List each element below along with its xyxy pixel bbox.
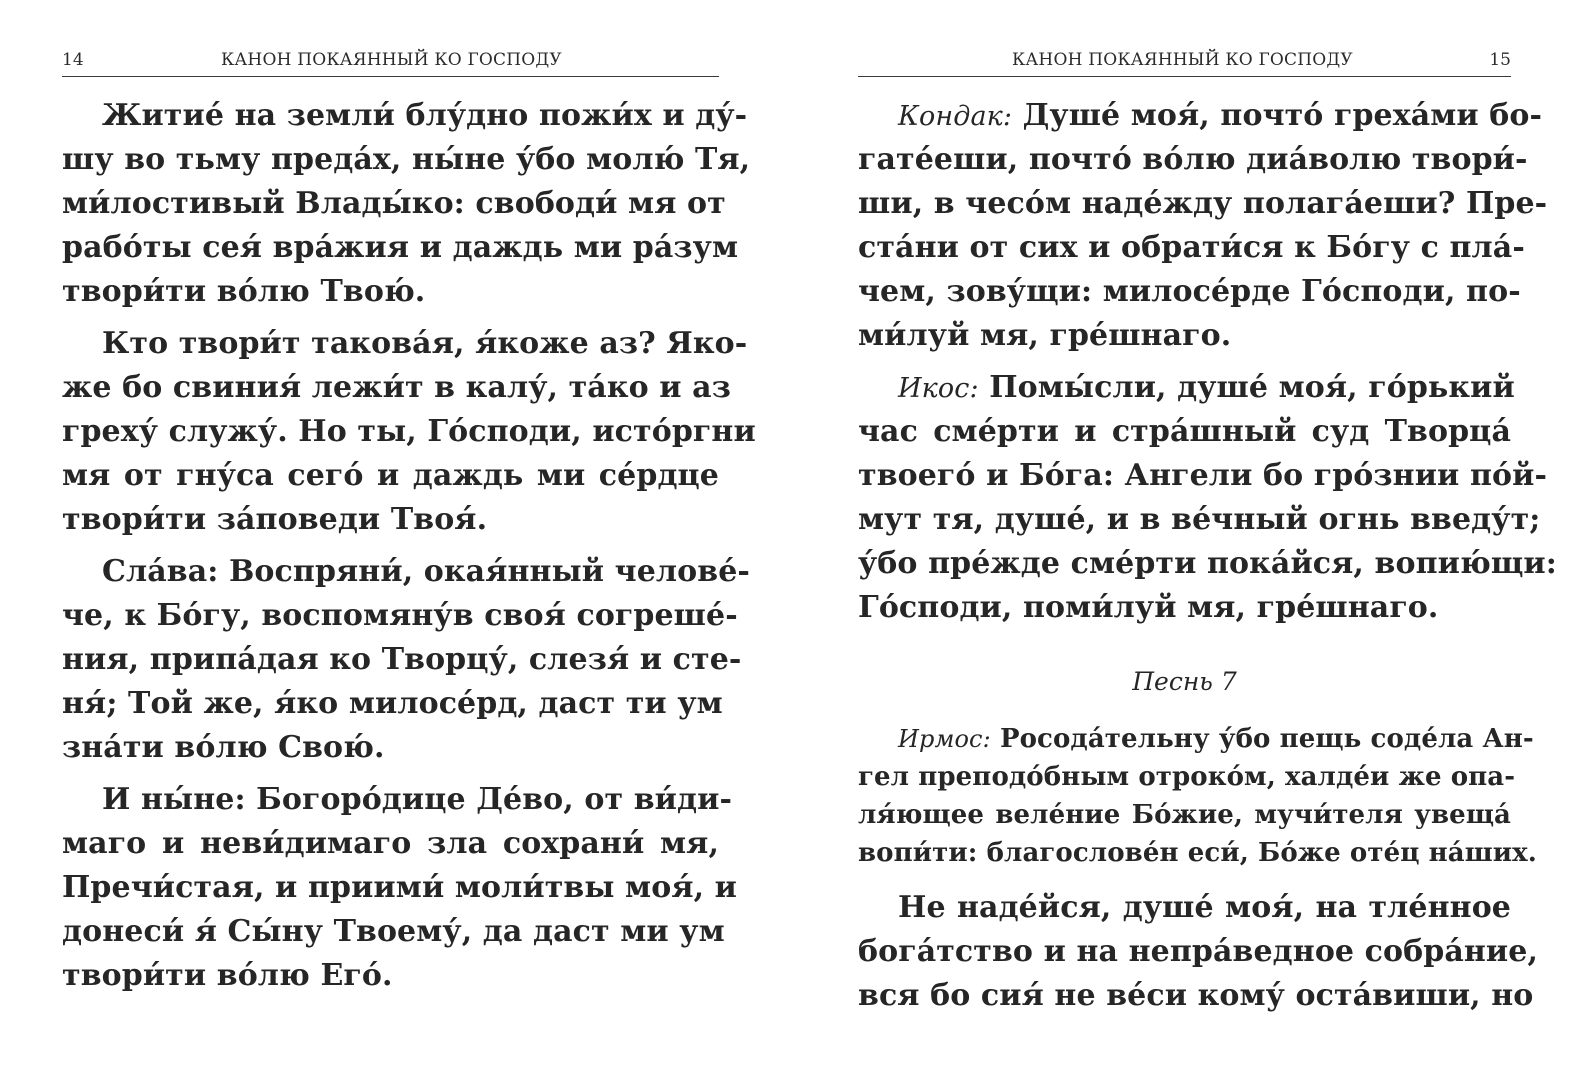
text-line: гате́еши, почто́ во́лю диа́волю твори́- (858, 142, 1528, 177)
text-line: гел преподо́бным отроко́м, халде́и же опа- (858, 762, 1516, 792)
left-running-title: КАНОН ПОКАЯННЫЙ КО ГОСПОДУ (221, 50, 562, 70)
paragraph-2 (62, 322, 756, 542)
text-line: Го́споди, поми́луй мя, гре́шнаго. (858, 590, 1439, 625)
text-line: че, к Бо́гу, воспомяну́в своя́ согреше́- (62, 598, 738, 633)
kondak-label: Кондак: (898, 101, 1013, 132)
text-line: ния, припа́дая ко Творцу́, слезя́ и сте- (62, 642, 742, 677)
text-line (858, 366, 1515, 410)
right-running-head (858, 46, 1511, 77)
ikos-label: Икос: (898, 373, 979, 404)
text-line: ля́ющее веле́ние Бо́жие, мучи́теля увеща́ (858, 800, 1511, 830)
text-line: мут тя, душе́, и в ве́чный огнь введу́т; (858, 502, 1541, 537)
kondak-first-line: Душе́ моя́, почто́ греха́ми бо- (1022, 98, 1543, 133)
text-line: шу во тьму преда́х, ны́не у́бо молю́ Тя, (62, 142, 751, 177)
troparion-paragraph (858, 886, 1539, 1018)
text-line: Житие́ на земли́ блу́дно пожи́х и ду́- (102, 98, 748, 133)
text-line: бога́тство и на непра́ведное собра́ние, (858, 934, 1539, 969)
text-line: ши, в чесо́м наде́жду полага́еши? Пре- (858, 186, 1548, 221)
paragraph-1 (62, 94, 751, 314)
text-line: греху́ служу́. Но ты, Го́споди, исто́ргни (62, 414, 756, 449)
text-line: маго и неви́димаго зла сохрани́ мя, (62, 826, 719, 861)
text-line: час сме́рти и стра́шный суд Творца́ (858, 414, 1511, 449)
text-line: Не наде́йся, душе́ моя́, на тле́нное (898, 890, 1511, 925)
left-running-head (62, 46, 719, 77)
text-line: ми́луй мя, гре́шнаго. (858, 318, 1232, 353)
text-line: ня́; Той же, я́ко милосе́рд, даст ти ум (62, 686, 723, 721)
text-line (858, 720, 1534, 758)
text-line: твоего́ и Бо́га: Ангели бо гро́знии по́й- (858, 458, 1548, 493)
right-running-title: КАНОН ПОКАЯННЫЙ КО ГОСПОДУ (1012, 50, 1353, 70)
text-line: зна́ти во́лю Свою́. (62, 730, 385, 765)
text-line: чем, зову́щи: милосе́рде Го́споди, по- (858, 274, 1521, 309)
text-line: донеси́ я́ Сы́ну Твоему́, да даст ми ум (62, 914, 725, 949)
left-page (0, 0, 790, 1080)
ikos-paragraph (858, 366, 1557, 630)
text-line (858, 94, 1543, 138)
text-line: И ны́не: Богоро́дице Де́во, от ви́ди- (102, 782, 732, 817)
irmos-first-line: Росода́тельну у́бо пещь соде́ла Ан- (999, 724, 1534, 754)
irmos-paragraph (858, 720, 1537, 872)
text-line: твори́ти во́лю Его́. (62, 958, 393, 993)
text-line: ми́лостивый Влады́ко: свободи́ мя от (62, 186, 726, 221)
left-page-number: 14 (62, 50, 84, 70)
left-text-block (62, 94, 756, 1006)
text-line: твори́ти за́поведи Твоя́. (62, 502, 488, 537)
text-line: Сла́ва: Воспряни́, окая́нный челове́- (102, 554, 750, 589)
text-line: твори́ти во́лю Твою́. (62, 274, 426, 309)
paragraph-i-nyne (62, 778, 738, 998)
text-line: мя от гну́са сего́ и даждь ми се́рдце (62, 458, 719, 493)
right-page-number: 15 (1489, 50, 1511, 70)
text-line: вопи́ти: благослове́н еси́, Бо́же оте́ц на́ших. (858, 838, 1537, 868)
text-line: рабо́ты сея́ вра́жия и даждь ми ра́зум (62, 230, 739, 265)
paragraph-slava (62, 550, 750, 770)
text-line: вся бо сия́ не ве́си кому́ оста́виши, но (858, 978, 1534, 1013)
ikos-first-line: Помы́сли, душе́ моя́, го́рький (989, 370, 1515, 405)
text-line: Пречи́стая, и приими́ моли́твы моя́, и (62, 870, 738, 905)
right-text-block (858, 94, 1557, 1026)
right-page (790, 0, 1581, 1080)
irmos-label: Ирмос: (898, 725, 991, 753)
text-line: Кто твори́т такова́я, я́коже аз? Яко- (102, 326, 748, 361)
text-line: ста́ни от сих и обрати́ся к Бо́гу с пла́- (858, 230, 1525, 265)
kondak-paragraph (858, 94, 1548, 358)
text-line: у́бо пре́жде сме́рти пока́йся, вопию́щи: (858, 546, 1557, 581)
text-line: же бо свиния́ лежи́т в калу́, та́ко и аз (62, 370, 731, 405)
song-heading: Песнь 7 (1132, 667, 1237, 696)
